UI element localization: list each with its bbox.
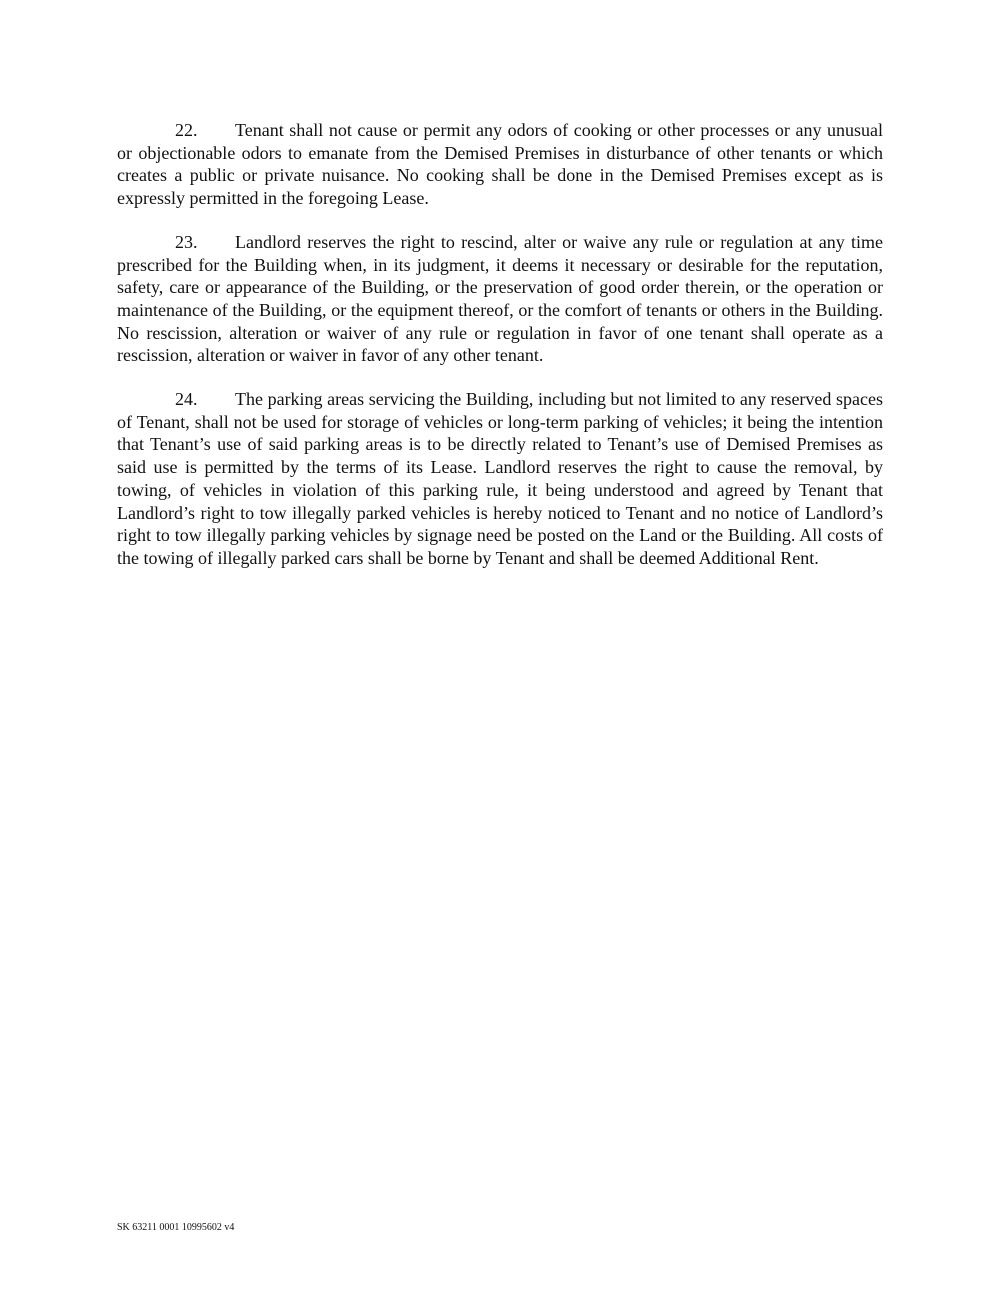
document-body xyxy=(117,119,883,591)
paragraph-text: The parking areas servicing the Building, including but not limited to any reserved spaces of Tenant, shall not be used for storage of vehicles or long-term parking of vehicles; it being the intention that Tenant’s use of said parking areas is to be directly related to Tenant’s use of Demised Premises as said use is permitted by the terms of its Lease. Landlord reserves the right to cause the removal, by towing, of vehicles in violation of this parking rule, it being understood and agreed by Tenant that Landlord’s right to tow illegally parked vehicles is hereby noticed to Tenant and no notice of Landlord’s right to tow illegally parking vehicles by signage need be posted on the Land or the Building. All costs of the towing of illegally parked cars shall be borne by Tenant and shall be deemed Additional Rent. xyxy=(117,389,883,568)
paragraph-22 xyxy=(117,119,883,210)
paragraph-number: 24. xyxy=(175,389,198,410)
paragraph-23 xyxy=(117,231,883,367)
paragraph-text: Tenant shall not cause or permit any odors of cooking or other processes or any unusual or objectionable odors to emanate from the Demised Premises in disturbance of other tenants or which creates a public or private nuisance. No cooking shall be done in the Demised Premises except as is expressly permitted in the foregoing Lease. xyxy=(117,120,883,209)
paragraph-number: 22. xyxy=(175,120,198,140)
document-footer-id: SK 63211 0001 10995602 v4 xyxy=(117,1222,235,1233)
paragraph-text: Landlord reserves the right to rescind, alter or waive any rule or regulation at any time prescribed for the Building when, in its judgment, it deems it necessary or desirable for the reputation, safety, care or appearance of the Building, or the preservation of good order therein, or the operation or maintenance of the Building, or the equipment thereof, or the comfort of tenants or others in the Building. No rescission, alteration or waiver of any rule or regulation in favor of one tenant shall operate as a rescission, alteration or waiver in favor of any other tenant. xyxy=(117,231,883,366)
paragraph-24 xyxy=(117,388,883,570)
paragraph-number: 23. xyxy=(175,231,198,252)
